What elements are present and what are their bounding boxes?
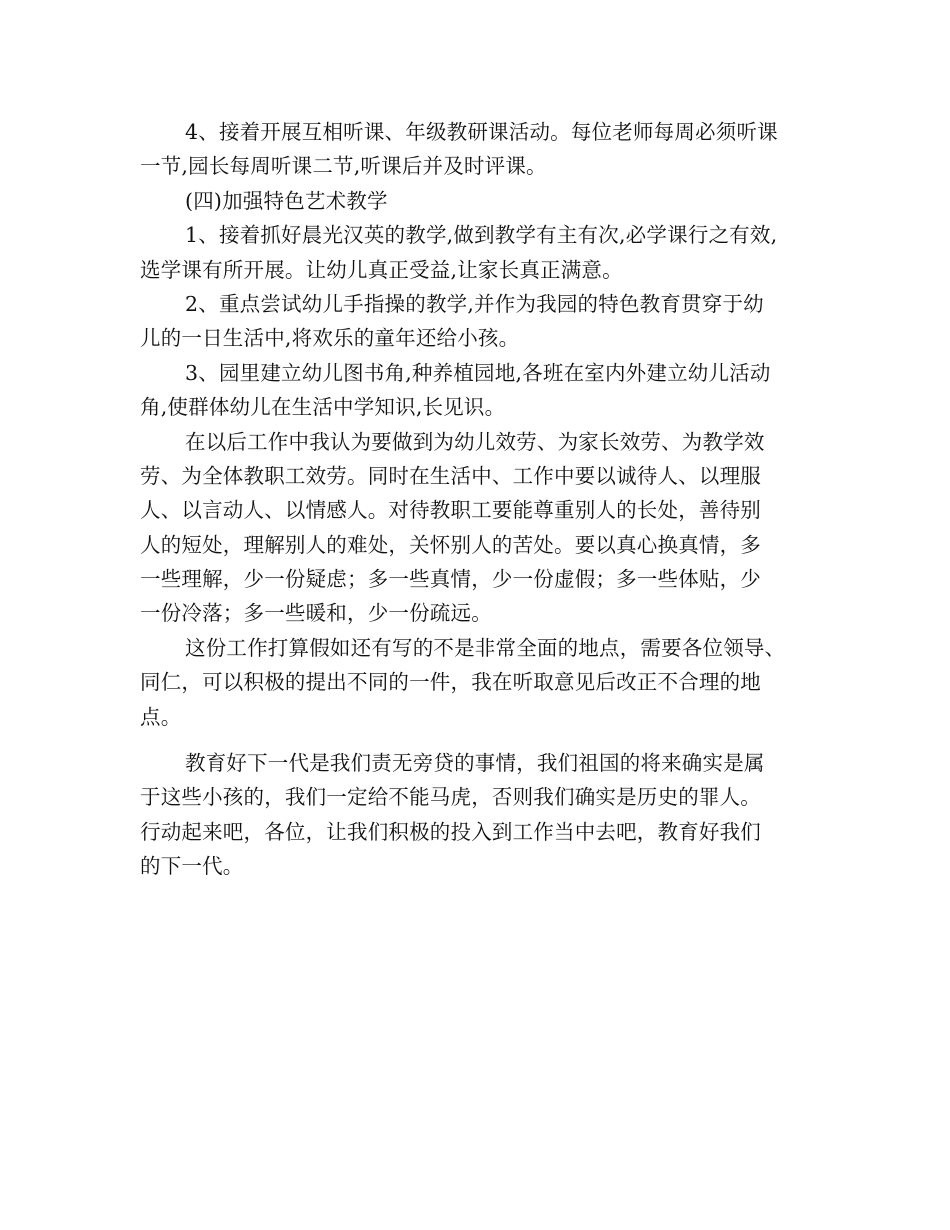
paragraph-line: 儿的一日生活中,将欢乐的童年还给小孩。 [140,326,520,351]
paragraph-line: 在以后工作中我认为要做到为幼儿效劳、为家长效劳、为教学效 [185,429,765,454]
paragraph-line: 角,使群体幼儿在生活中学知识,长见识。 [140,395,506,420]
document-body [140,115,816,884]
paragraph-line: 这份工作打算假如还有写的不是非常全面的地点，需要各位领导、 [185,635,786,660]
paragraph-line: 教育好下一代是我们责无旁贷的事情，我们祖国的将来确实是属 [185,751,765,776]
paragraph-line: 劳、为全体教职工效劳。同时在生活中、工作中要以诚待人、以理服 [140,463,761,488]
paragraph-line: 选学课有所开展。让幼儿真正受益,让家长真正满意。 [140,257,623,282]
paragraph-line: 的下一代。 [140,854,244,879]
paragraph-line: 一份冷落；多一些暖和，少一份疏远。 [140,601,492,626]
paragraph-line: 于这些小孩的，我们一定给不能马虎，否则我们确实是历史的罪人。 [140,785,761,810]
paragraph-line: 一些理解，少一份疑虑；多一些真情，少一份虚假；多一些体贴，少 [140,567,761,592]
paragraph-line: 一节,园长每周听课二节,听课后并及时评课。 [140,154,547,179]
paragraph-line: 行动起来吧，各位，让我们积极的投入到工作当中去吧，教育好我们 [140,819,761,844]
paragraph-line: 4、接着开展互相听课、年级教研课活动。每位老师每周必须听课 [185,120,778,144]
paragraph-line: 人的短处，理解别人的难处，关怀别人的苦处。要以真心换真情，多 [140,532,761,557]
paragraph-line: 3、园里建立幼儿图书角,种养植园地,各班在室内外建立幼儿活动 [185,360,771,385]
paragraph-line: 1、接着抓好晨光汉英的教学,做到教学有主有次,必学课行之有效, [185,223,778,248]
paragraph-line: 点。 [140,704,182,729]
paragraph-line: 2、重点尝试幼儿手指操的教学,并作为我园的特色教育贯穿于幼 [185,291,764,316]
paragraph-line: 同仁，可以积极的提出不同的一件，我在听取意见后改正不合理的地 [140,670,761,695]
section-heading: (四)加强特色艺术教学 [185,188,388,213]
paragraph-line: 人、以言动人、以情感人。对待教职工要能尊重别人的长处，善待别 [140,498,761,523]
paragraph-spacer [140,734,816,746]
